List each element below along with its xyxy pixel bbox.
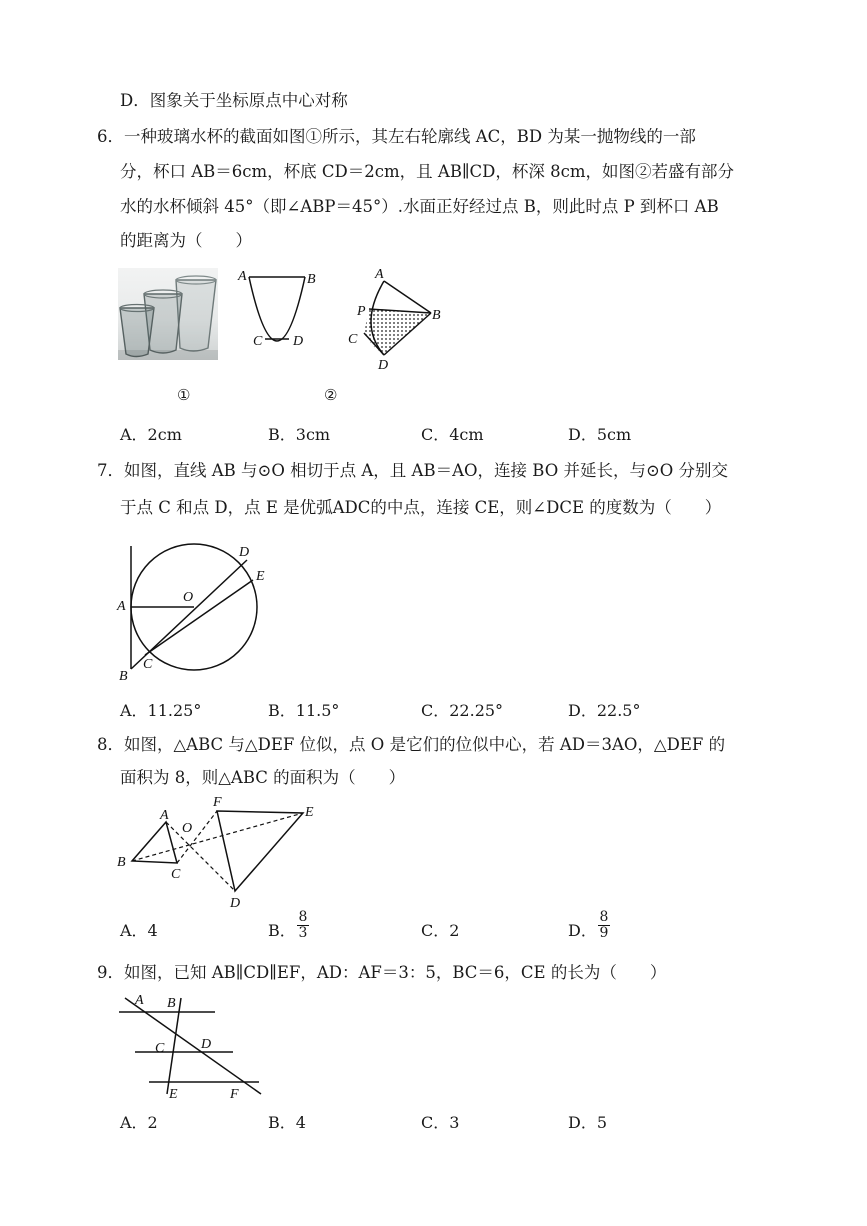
q8-option-d-fraction <box>598 910 610 941</box>
q8-option-b-numerator: 8 <box>298 909 308 925</box>
figure-q9-parallel-lines <box>115 990 285 1105</box>
triangle-def <box>217 811 303 891</box>
q6-option-c: C．4cm <box>421 425 484 444</box>
point-c-label: C <box>155 1041 165 1056</box>
point-a-label: A <box>238 269 247 284</box>
q6-line-4: 的距离为（ ） <box>120 231 252 250</box>
water-region <box>364 309 431 355</box>
figure-1-parabola-cup <box>235 265 325 365</box>
segment-ce <box>145 580 253 655</box>
q9-option-d: D．5 <box>568 1113 608 1132</box>
point-b-label: B <box>307 272 316 287</box>
q8-option-d-prefix: D． <box>568 921 597 940</box>
point-b-label: B <box>167 996 176 1011</box>
prev-option-d: D．图象关于坐标原点中心对称 <box>120 91 348 110</box>
figure-q8-homothety <box>115 795 325 910</box>
glass-cups-drawing <box>118 268 218 360</box>
q9-option-b: B．4 <box>268 1113 306 1132</box>
point-e-label: E <box>169 1087 178 1102</box>
point-o-label: O <box>182 821 193 836</box>
parabola-curve <box>249 277 305 341</box>
q8-option-c: C．2 <box>421 921 460 940</box>
figure-1-label: ① <box>177 386 191 404</box>
point-o-label: O <box>183 590 194 605</box>
q6-option-a: A．2cm <box>120 425 182 444</box>
figure-2-tilted-cup <box>340 265 450 375</box>
point-d-label: D <box>378 358 389 373</box>
q6-line-2: 分，杯口 AB＝6cm，杯底 CD＝2cm，且 AB∥CD，杯深 8cm，如图②若盛有部分 <box>120 162 735 181</box>
point-b-label: B <box>119 669 128 684</box>
point-c-label: C <box>143 657 153 672</box>
point-a-label: A <box>117 599 126 614</box>
q7-line-2: 于点 C 和点 D，点 E 是优弧ADC的中点，连接 CE，则∠DCE 的度数为（ ） <box>120 498 722 517</box>
segment-ab <box>384 281 431 313</box>
point-f-label: F <box>213 795 222 810</box>
point-d-label: D <box>201 1037 212 1052</box>
point-b-label: B <box>117 855 126 870</box>
q6-option-d: D．5cm <box>568 425 632 444</box>
q7-option-d: D．22.5° <box>568 701 641 720</box>
q8-option-b-denominator: 3 <box>298 925 308 941</box>
q7-option-a: A．11.25° <box>120 701 202 720</box>
point-d-label: D <box>239 545 250 560</box>
point-e-label: E <box>256 569 265 584</box>
point-a-label: A <box>160 808 169 823</box>
point-p-label: P <box>357 304 366 319</box>
point-e-label: E <box>305 805 314 820</box>
q8-option-b-prefix: B． <box>268 921 296 940</box>
point-c-label: C <box>171 867 181 882</box>
point-b-label: B <box>432 308 441 323</box>
q8-option-d-denominator: 9 <box>599 925 609 941</box>
point-d-label: D <box>230 896 241 911</box>
q7-option-b: B．11.5° <box>268 701 340 720</box>
q6-line-1: 6．一种玻璃水杯的截面如图①所示，其左右轮廓线 AC，BD 为某一抛物线的一部 <box>97 127 696 146</box>
q8-option-b-fraction <box>297 910 309 941</box>
q7-line-1: 7．如图，直线 AB 与⊙O 相切于点 A，且 AB＝AO，连接 BO 并延长，与⊙O 分别交 <box>97 461 729 480</box>
point-c-label: C <box>348 332 358 347</box>
q8-option-a: A．4 <box>120 921 158 940</box>
point-a-label: A <box>375 267 384 282</box>
line-be <box>132 813 303 861</box>
q8-line-2: 面积为 8，则△ABC 的面积为（ ） <box>120 768 406 787</box>
triangle-abc <box>132 822 177 863</box>
point-a-label: A <box>135 993 144 1008</box>
q8-option-d-numerator: 8 <box>599 909 609 925</box>
figure-2-label: ② <box>324 386 338 404</box>
line-cf <box>177 811 217 863</box>
point-c-label: C <box>253 334 263 349</box>
q9-option-a: A．2 <box>120 1113 158 1132</box>
q7-option-c: C．22.25° <box>421 701 504 720</box>
point-f-label: F <box>230 1087 239 1102</box>
figure-q7-circle <box>115 538 285 688</box>
glass-cups-photo <box>118 268 218 360</box>
q8-line-1: 8．如图，△ABC 与△DEF 位似，点 O 是它们的位似中心，若 AD＝3AO，△DEF 的 <box>97 735 726 754</box>
point-d-label: D <box>293 334 304 349</box>
q6-option-b: B．3cm <box>268 425 331 444</box>
q9-line-1: 9．如图，已知 AB∥CD∥EF，AD：AF＝3：5，BC＝6，CE 的长为（ ） <box>97 963 667 982</box>
q9-option-c: C．3 <box>421 1113 460 1132</box>
q6-line-3: 水的水杯倾斜 45°（即∠ABP＝45°）.水面正好经过点 B，则此时点 P 到杯口 AB <box>120 197 719 216</box>
